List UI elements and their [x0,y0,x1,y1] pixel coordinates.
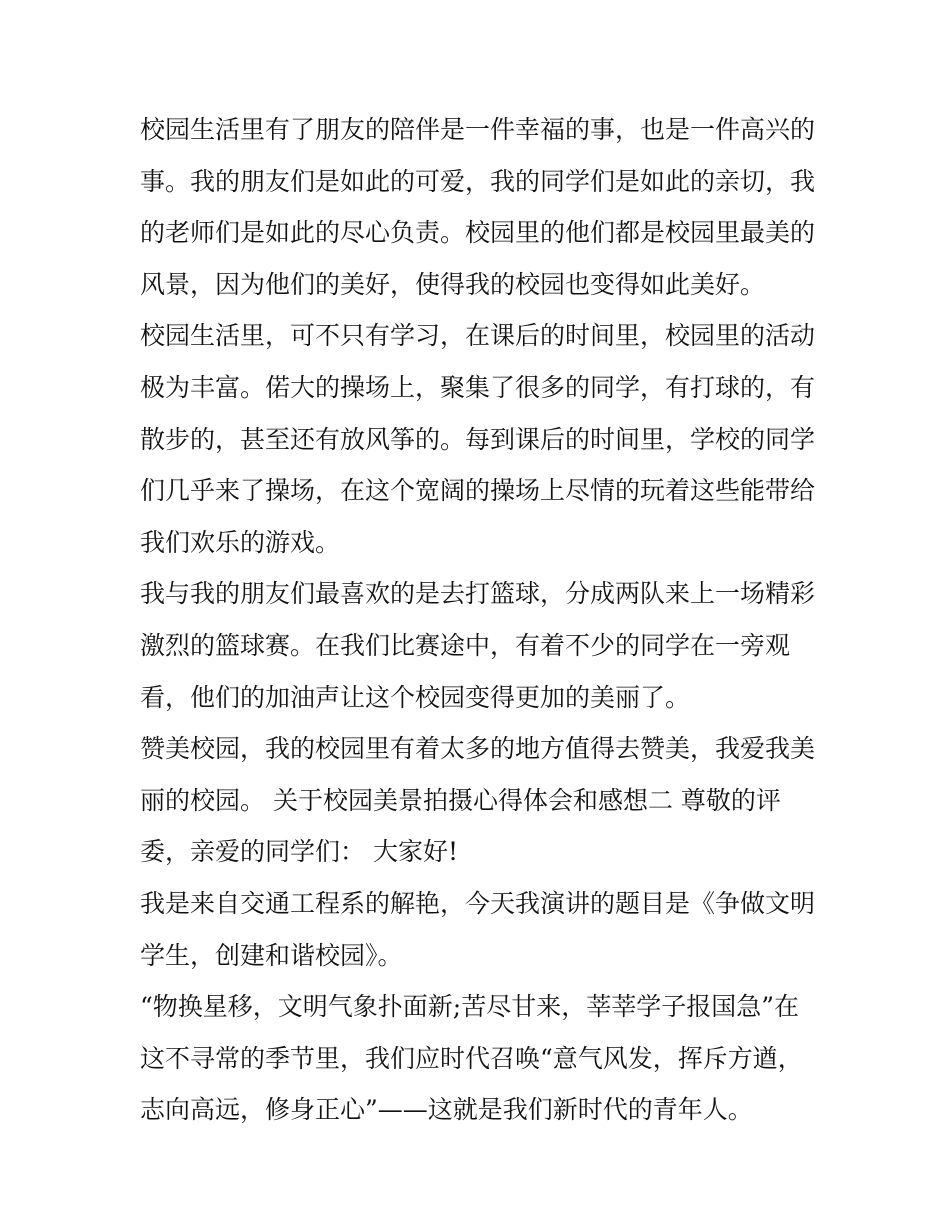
text-line: 看，他们的加油声让这个校园变得更加的美丽了。 [140,682,691,712]
text-line: 这不寻常的季节里，我们应时代召唤“意气风发，挥斥方遒， [140,1043,803,1073]
text-line: 散步的，甚至还有放风筝的。每到课后的时间里，学校的同学 [140,424,816,454]
text-line: 丽的校园。 关于校园美景拍摄心得体会和感想二 尊敬的评 [140,785,781,815]
text-line: 校园生活里有了朋友的陪伴是一件幸福的事，也是一件高兴的 [140,115,816,144]
text-line: 校园生活里，可不只有学习，在课后的时间里，校园里的活动 [140,321,816,351]
text-line: 委，亲爱的同学们： 大家好! [140,837,458,867]
text-line: 极为丰富。偌大的操场上，聚集了很多的同学，有打球的，有 [140,372,816,402]
text-line: 赞美校园，我的校园里有着太多的地方值得去赞美，我爱我美 [140,734,816,764]
text-line: 志向高远，修身正心”——这就是我们新时代的青年人。 [140,1095,753,1125]
text-line: 我是来自交通工程系的解艳，今天我演讲的题目是《争做文明 [140,888,816,918]
text-line: 我与我的朋友们最喜欢的是去打篮球，分成两队来上一场精彩 [140,579,816,609]
text-line: 事。我的朋友们是如此的可爱，我的同学们是如此的亲切，我 [140,166,816,196]
document-body [140,104,830,1136]
text-line: “物换星移，文明气象扑面新;苦尽甘来，莘莘学子报国急”在 [140,992,799,1022]
text-line: 学生，创建和谐校园》。 [140,940,403,970]
text-line: 的老师们是如此的尽心负责。校园里的他们都是校园里最美的 [140,218,816,248]
text-line: 我们欢乐的游戏。 [140,527,341,557]
text-line: 们几乎来了操场，在这个宽阔的操场上尽情的玩着这些能带给 [140,476,816,506]
text-line: 风景，因为他们的美好，使得我的校园也变得如此美好。 [140,269,766,299]
text-line: 激烈的篮球赛。在我们比赛途中，有着不少的同学在一旁观 [140,630,791,660]
